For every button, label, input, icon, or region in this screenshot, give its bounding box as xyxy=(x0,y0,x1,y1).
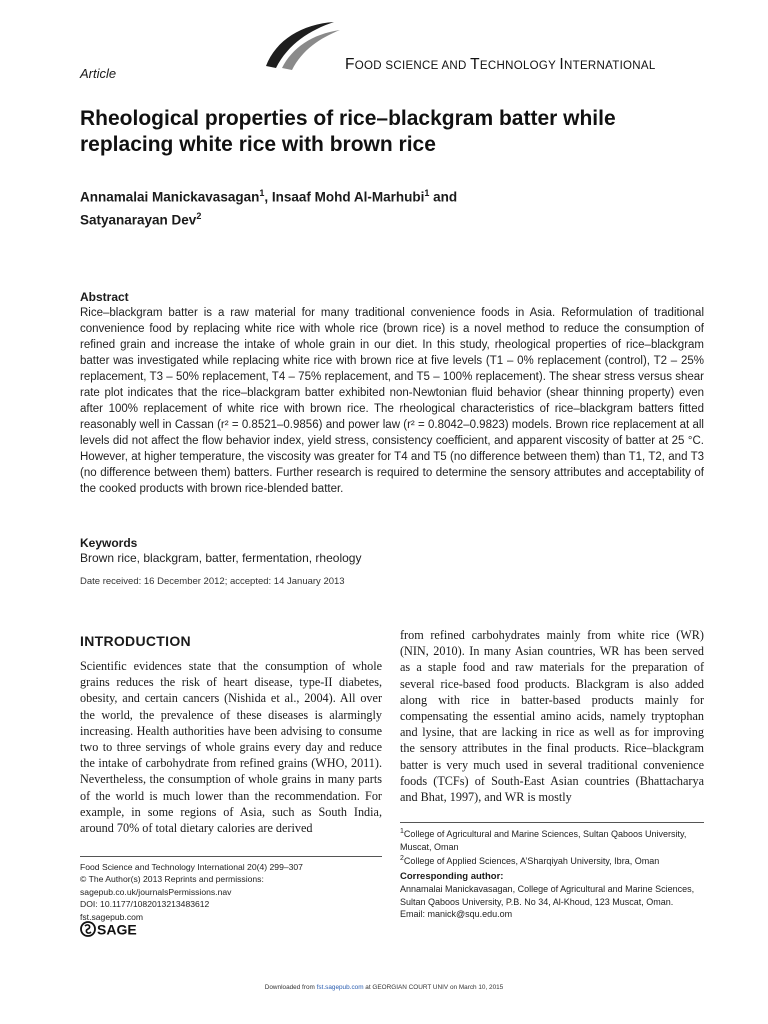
citation-line: Food Science and Technology International 20(4) 299–307 xyxy=(80,862,303,872)
author-name: Satyanarayan Dev xyxy=(80,212,197,227)
corresponding-author-address: Annamalai Manickavasagan, College of Agricultural and Marine Sciences, Sultan Qaboos University, P.B. No 34, Al-Khoud, 123 Muscat, Oman. xyxy=(400,884,695,907)
author-separator: and xyxy=(429,189,458,205)
affiliation-2: $^2$College of Applied Sciences, A’Sharqiyah University, Ibra, Oman xyxy=(400,855,660,867)
journal-site-link[interactable]: fst.sagepub.com xyxy=(80,911,144,922)
sage-logo-icon xyxy=(80,919,140,939)
affiliation-marker: 1 xyxy=(400,828,404,835)
corresponding-author-details xyxy=(400,883,704,921)
body-text-column-1: Scientific evidences state that the consumption of whole grains reduces the risk of heart disease, type-II diabetes, obesity, and certain cancers (Nishida et al., 2004). All over the world, the prevalence of these diseases is alarmingly increasing. Health authorities have been advising to consume two to three servings of whole grains every day and reduce the intake of carbohydrate from refined grains (WHO, 2011). Nevertheless, the consumption of whole grains in many parts of the world is much lower than the recommendation. For example, in some regions of Asia, such as South India, around 70% of total dietary calories are derived xyxy=(80,659,382,836)
affiliation-marker: 2 xyxy=(400,855,404,863)
affiliation-marker: 2 xyxy=(196,210,202,221)
doi-line: DOI: 10.1177/1082013213483612 xyxy=(80,899,210,910)
article-type: Article xyxy=(80,66,117,81)
journal-name xyxy=(345,56,656,74)
keywords-list: Brown rice, blackgram, batter, fermentation, rheology xyxy=(80,551,362,565)
article-title: Rheological properties of rice–blackgram batter while replacing white rice with brown rice xyxy=(80,107,616,156)
author-name: , Insaaf Mohd Al-Marhubi xyxy=(264,189,425,205)
footer-divider xyxy=(400,822,704,823)
journal-name-part: F xyxy=(345,56,355,73)
publisher-logo-text: SAGE xyxy=(97,921,137,938)
journal-logo-icon xyxy=(262,18,342,78)
corresponding-author-email[interactable]: Email: manick@squ.edu.om xyxy=(400,909,513,920)
affiliation-marker: 1 xyxy=(259,188,265,198)
journal-name-part: ECHNOLOGY xyxy=(479,60,560,72)
download-note: Downloaded from fst.sagepub.com at GEORGIAN COURT UNIV on March 10, 2015 xyxy=(264,984,504,991)
abstract-heading: Abstract xyxy=(80,290,129,304)
author-name: Annamalai Manickavasagan xyxy=(80,189,260,205)
author-list xyxy=(80,184,640,229)
section-heading-introduction: INTRODUCTION xyxy=(80,633,191,649)
affiliation-1: $^1$College of Agricultural and Marine Sciences, Sultan Qaboos University, Muscat, Oman xyxy=(400,828,687,852)
affiliation-marker: 1 xyxy=(424,188,430,198)
abstract-body: Rice–blackgram batter is a raw material for many traditional convenience foods in Asia. Reformulation of traditional convenience food by replacing white rice with whole rice (brown rice) is a novel method to reduce the consumption of refined grain and increase the intake of whole grain in our diet. In this study, rheological properties of rice–blackgram batter was investigated while replacing white rice with brown rice at five levels (T1 – 0% replacement (control), T2 – 25% replacement, T3 – 50% replacement, T4 – 75% replacement, and T5 – 100% replacement). The shear stress versus shear rate plot indicates that the rice–blackgram batter exhibited non-Newtonian fluid behavior (shear thinning property) even after 100% replacement of white rice with brown rice. The rheological characteristics of rice–blackgram batters fitted reasonably well in Cassan (r² = 0.8521–0.9856) and power law (r² = 0.8042–0.9823) models. Brown rice replacement at all levels did not affect the flow behavior index, yield stress, consistency coefficient, and apparent viscosity of batter at 25 °C. However, at higher temperature, the viscosity was greater for T4 and T5 (no difference between them) than T1, T2, and T3 (no difference between them) batters. Further research is required to determine the sensory attributes and acceptability of the cooked products with brown rice-blended batter. xyxy=(80,307,704,495)
copyright-line: © The Author(s) 2013 Reprints and permissions: xyxy=(80,874,264,885)
journal-name-part: NTERNATIONAL xyxy=(564,60,656,72)
permissions-link[interactable]: sagepub.co.uk/journalsPermissions.nav xyxy=(80,886,232,897)
body-text-column-2: from refined carbohydrates mainly from white rice (WR) (NIN, 2010). In many Asian countries, WR has been served as a staple food and raw materials for the preparation of several rice-based food products. Blackgram is also added along with rice in batter-based products mainly for compensating the essential amino acids, namely tryptophan and lysine, that are lacking in rice as well as for improving the sensory attributes in the final products. Rice–blackgram batter is very much used in several traditional convenience foods (TCFs) of South-East Asian countries (Bhattacharya and Bhat, 1997), and WR is mostly xyxy=(400,628,704,805)
keywords-heading: Keywords xyxy=(80,536,138,550)
affiliations xyxy=(400,826,704,868)
download-source-link[interactable]: fst.sagepub.com xyxy=(316,984,364,991)
journal-name-part: OOD SCIENCE AND xyxy=(354,60,471,72)
corresponding-author-heading: Corresponding author: xyxy=(400,871,504,882)
footer-divider xyxy=(80,856,382,857)
article-dates: Date received: 16 December 2012; accepted: 14 January 2013 xyxy=(80,576,345,587)
journal-name-part: I xyxy=(559,56,565,73)
journal-name-part: T xyxy=(470,56,480,73)
citation-footer xyxy=(80,861,380,923)
